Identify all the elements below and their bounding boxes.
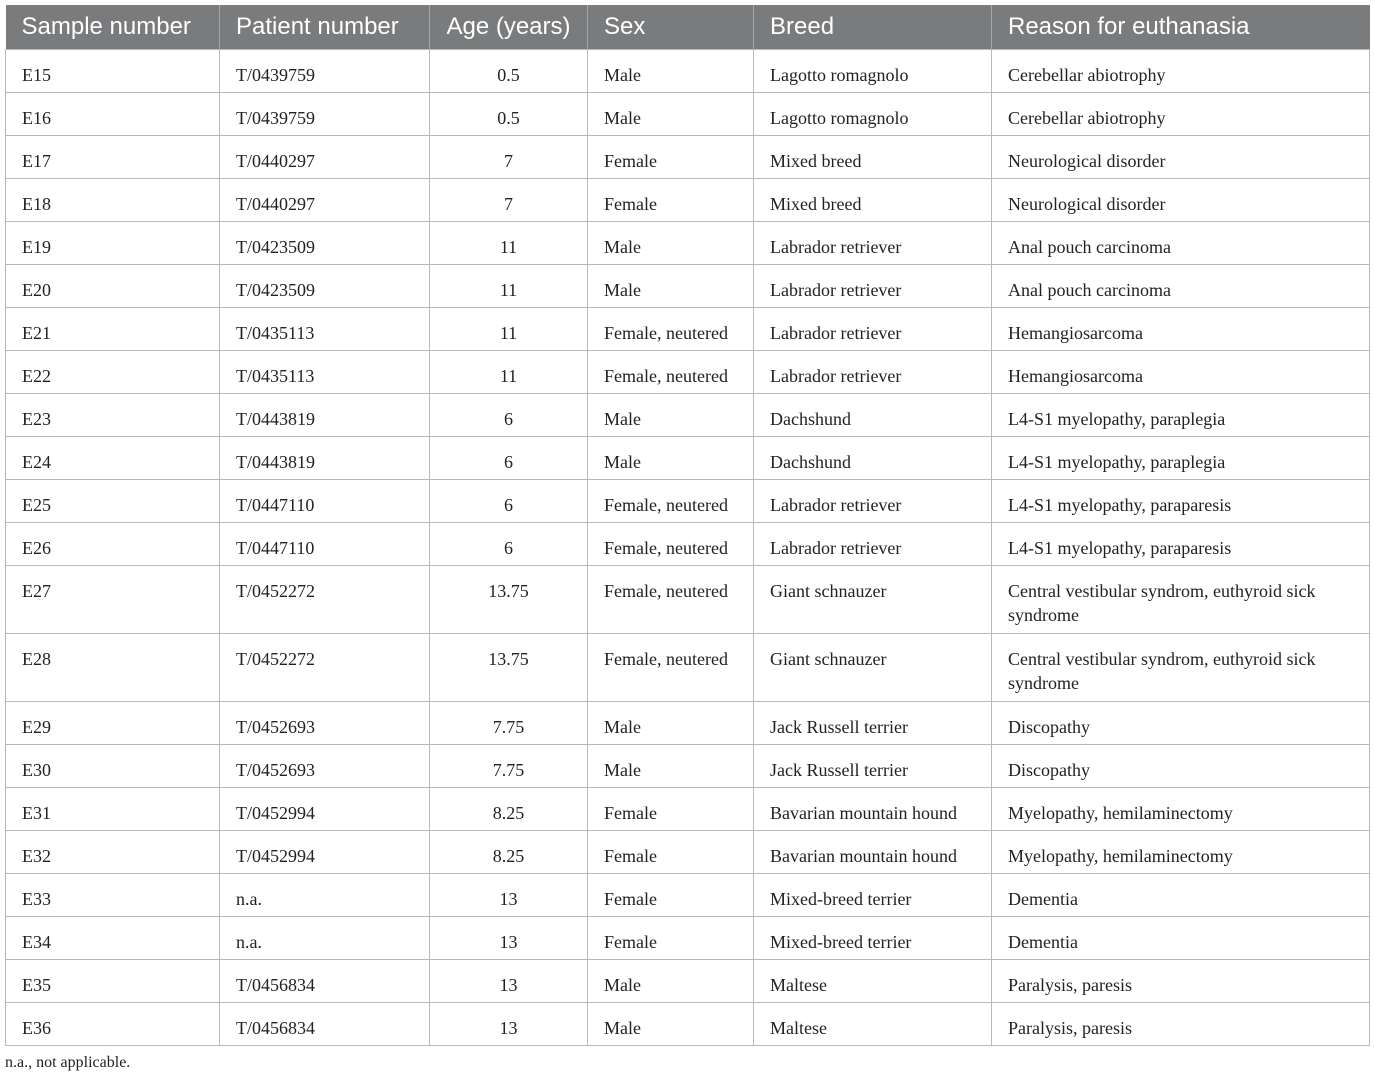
sample-number-cell: E15 [6,50,220,93]
age-cell: 13.75 [430,566,588,634]
patient-number-cell: T/0452693 [220,745,430,788]
breed-cell: Bavarian mountain hound [754,831,992,874]
age-cell: 8.25 [430,788,588,831]
patient-number-cell: T/0440297 [220,136,430,179]
table-row [6,566,1370,634]
reason-cell: Anal pouch carcinoma [992,265,1370,308]
sex-cell: Male [588,1003,754,1046]
table-row [6,1003,1370,1046]
sample-number-cell: E31 [6,788,220,831]
column-header-patient-number: Patient number [220,5,430,50]
patient-number-cell: T/0423509 [220,222,430,265]
reason-cell: Paralysis, paresis [992,960,1370,1003]
table-row [6,394,1370,437]
patient-number-cell: T/0452272 [220,634,430,702]
reason-cell: Cerebellar abiotrophy [992,50,1370,93]
table-row [6,480,1370,523]
sample-number-cell: E30 [6,745,220,788]
patient-number-cell: T/0443819 [220,394,430,437]
sex-cell: Female [588,831,754,874]
sample-number-cell: E29 [6,702,220,745]
patient-number-cell: T/0447110 [220,480,430,523]
reason-cell: Myelopathy, hemilaminectomy [992,788,1370,831]
patient-number-cell: n.a. [220,874,430,917]
patient-number-cell: T/0423509 [220,265,430,308]
table-row [6,702,1370,745]
table-row [6,136,1370,179]
sample-number-cell: E18 [6,179,220,222]
sample-number-cell: E36 [6,1003,220,1046]
age-cell: 7.75 [430,745,588,788]
sample-number-cell: E25 [6,480,220,523]
patient-number-cell: T/0456834 [220,1003,430,1046]
table-row [6,874,1370,917]
column-header-breed: Breed [754,5,992,50]
reason-cell: Central vestibular syndrom, euthyroid sick syndrome [992,566,1370,634]
age-cell: 7 [430,136,588,179]
reason-cell: Anal pouch carcinoma [992,222,1370,265]
reason-cell: Cerebellar abiotrophy [992,93,1370,136]
sample-number-cell: E27 [6,566,220,634]
sex-cell: Male [588,265,754,308]
breed-cell: Dachshund [754,437,992,480]
sex-cell: Male [588,437,754,480]
sample-number-cell: E22 [6,351,220,394]
breed-cell: Lagotto romagnolo [754,93,992,136]
sample-number-cell: E35 [6,960,220,1003]
sample-number-cell: E20 [6,265,220,308]
age-cell: 13 [430,917,588,960]
age-cell: 8.25 [430,831,588,874]
sex-cell: Female, neutered [588,480,754,523]
breed-cell: Lagotto romagnolo [754,50,992,93]
table-body [6,50,1370,1046]
breed-cell: Labrador retriever [754,480,992,523]
breed-cell: Bavarian mountain hound [754,788,992,831]
sex-cell: Female [588,179,754,222]
breed-cell: Mixed breed [754,136,992,179]
age-cell: 6 [430,437,588,480]
table-row [6,93,1370,136]
sex-cell: Female [588,136,754,179]
patient-number-cell: T/0452272 [220,566,430,634]
breed-cell: Labrador retriever [754,222,992,265]
table-row [6,50,1370,93]
reason-cell: L4-S1 myelopathy, paraplegia [992,437,1370,480]
breed-cell: Maltese [754,1003,992,1046]
patient-number-cell: T/0435113 [220,308,430,351]
age-cell: 6 [430,480,588,523]
sample-number-cell: E26 [6,523,220,566]
table-row [6,179,1370,222]
sex-cell: Female [588,874,754,917]
reason-cell: Myelopathy, hemilaminectomy [992,831,1370,874]
patient-number-cell: T/0456834 [220,960,430,1003]
sex-cell: Female, neutered [588,566,754,634]
breed-cell: Maltese [754,960,992,1003]
sample-number-cell: E33 [6,874,220,917]
sex-cell: Female [588,788,754,831]
reason-cell: Dementia [992,874,1370,917]
sex-cell: Female [588,917,754,960]
breed-cell: Giant schnauzer [754,634,992,702]
table-row [6,351,1370,394]
age-cell: 11 [430,308,588,351]
column-header-sample-number: Sample number [6,5,220,50]
breed-cell: Jack Russell terrier [754,702,992,745]
sample-number-cell: E24 [6,437,220,480]
reason-cell: Central vestibular syndrom, euthyroid sick syndrome [992,634,1370,702]
patient-number-cell: T/0452994 [220,788,430,831]
table-row [6,265,1370,308]
table-row [6,788,1370,831]
sex-cell: Male [588,702,754,745]
age-cell: 13 [430,1003,588,1046]
patient-number-cell: n.a. [220,917,430,960]
table-row [6,831,1370,874]
reason-cell: Discopathy [992,745,1370,788]
age-cell: 11 [430,351,588,394]
sex-cell: Female, neutered [588,308,754,351]
table-row [6,634,1370,702]
column-header-age: Age (years) [430,5,588,50]
reason-cell: Neurological disorder [992,179,1370,222]
sex-cell: Male [588,222,754,265]
age-cell: 6 [430,523,588,566]
sex-cell: Female, neutered [588,523,754,566]
sample-number-cell: E16 [6,93,220,136]
table-row [6,745,1370,788]
sex-cell: Male [588,93,754,136]
sample-number-cell: E32 [6,831,220,874]
breed-cell: Labrador retriever [754,308,992,351]
sample-number-cell: E34 [6,917,220,960]
column-header-reason: Reason for euthanasia [992,5,1370,50]
reason-cell: L4-S1 myelopathy, paraparesis [992,523,1370,566]
table-row [6,308,1370,351]
breed-cell: Jack Russell terrier [754,745,992,788]
breed-cell: Labrador retriever [754,351,992,394]
breed-cell: Mixed-breed terrier [754,874,992,917]
table-row [6,222,1370,265]
reason-cell: Neurological disorder [992,136,1370,179]
reason-cell: L4-S1 myelopathy, paraplegia [992,394,1370,437]
patient-number-cell: T/0439759 [220,50,430,93]
sex-cell: Male [588,50,754,93]
age-cell: 0.5 [430,50,588,93]
age-cell: 11 [430,222,588,265]
breed-cell: Giant schnauzer [754,566,992,634]
sample-number-cell: E21 [6,308,220,351]
reason-cell: Dementia [992,917,1370,960]
patient-number-cell: T/0447110 [220,523,430,566]
breed-cell: Labrador retriever [754,523,992,566]
sample-number-cell: E23 [6,394,220,437]
data-table [5,5,1370,1046]
breed-cell: Mixed-breed terrier [754,917,992,960]
sample-number-cell: E28 [6,634,220,702]
breed-cell: Mixed breed [754,179,992,222]
age-cell: 7.75 [430,702,588,745]
patient-number-cell: T/0452994 [220,831,430,874]
sex-cell: Female, neutered [588,351,754,394]
sex-cell: Female, neutered [588,634,754,702]
column-header-sex: Sex [588,5,754,50]
table-row [6,960,1370,1003]
reason-cell: Discopathy [992,702,1370,745]
age-cell: 7 [430,179,588,222]
age-cell: 13.75 [430,634,588,702]
reason-cell: Paralysis, paresis [992,1003,1370,1046]
age-cell: 0.5 [430,93,588,136]
data-table-container [5,5,1369,1046]
breed-cell: Dachshund [754,394,992,437]
sample-number-cell: E17 [6,136,220,179]
age-cell: 13 [430,874,588,917]
reason-cell: Hemangiosarcoma [992,308,1370,351]
table-row [6,437,1370,480]
table-row [6,523,1370,566]
header-row [6,5,1370,50]
age-cell: 13 [430,960,588,1003]
patient-number-cell: T/0439759 [220,93,430,136]
table-header [6,5,1370,50]
table-row [6,917,1370,960]
age-cell: 11 [430,265,588,308]
sex-cell: Male [588,745,754,788]
sample-number-cell: E19 [6,222,220,265]
breed-cell: Labrador retriever [754,265,992,308]
patient-number-cell: T/0440297 [220,179,430,222]
sex-cell: Male [588,394,754,437]
patient-number-cell: T/0443819 [220,437,430,480]
reason-cell: L4-S1 myelopathy, paraparesis [992,480,1370,523]
age-cell: 6 [430,394,588,437]
reason-cell: Hemangiosarcoma [992,351,1370,394]
sex-cell: Male [588,960,754,1003]
patient-number-cell: T/0452693 [220,702,430,745]
patient-number-cell: T/0435113 [220,351,430,394]
footnote: n.a., not applicable. [5,1054,131,1071]
